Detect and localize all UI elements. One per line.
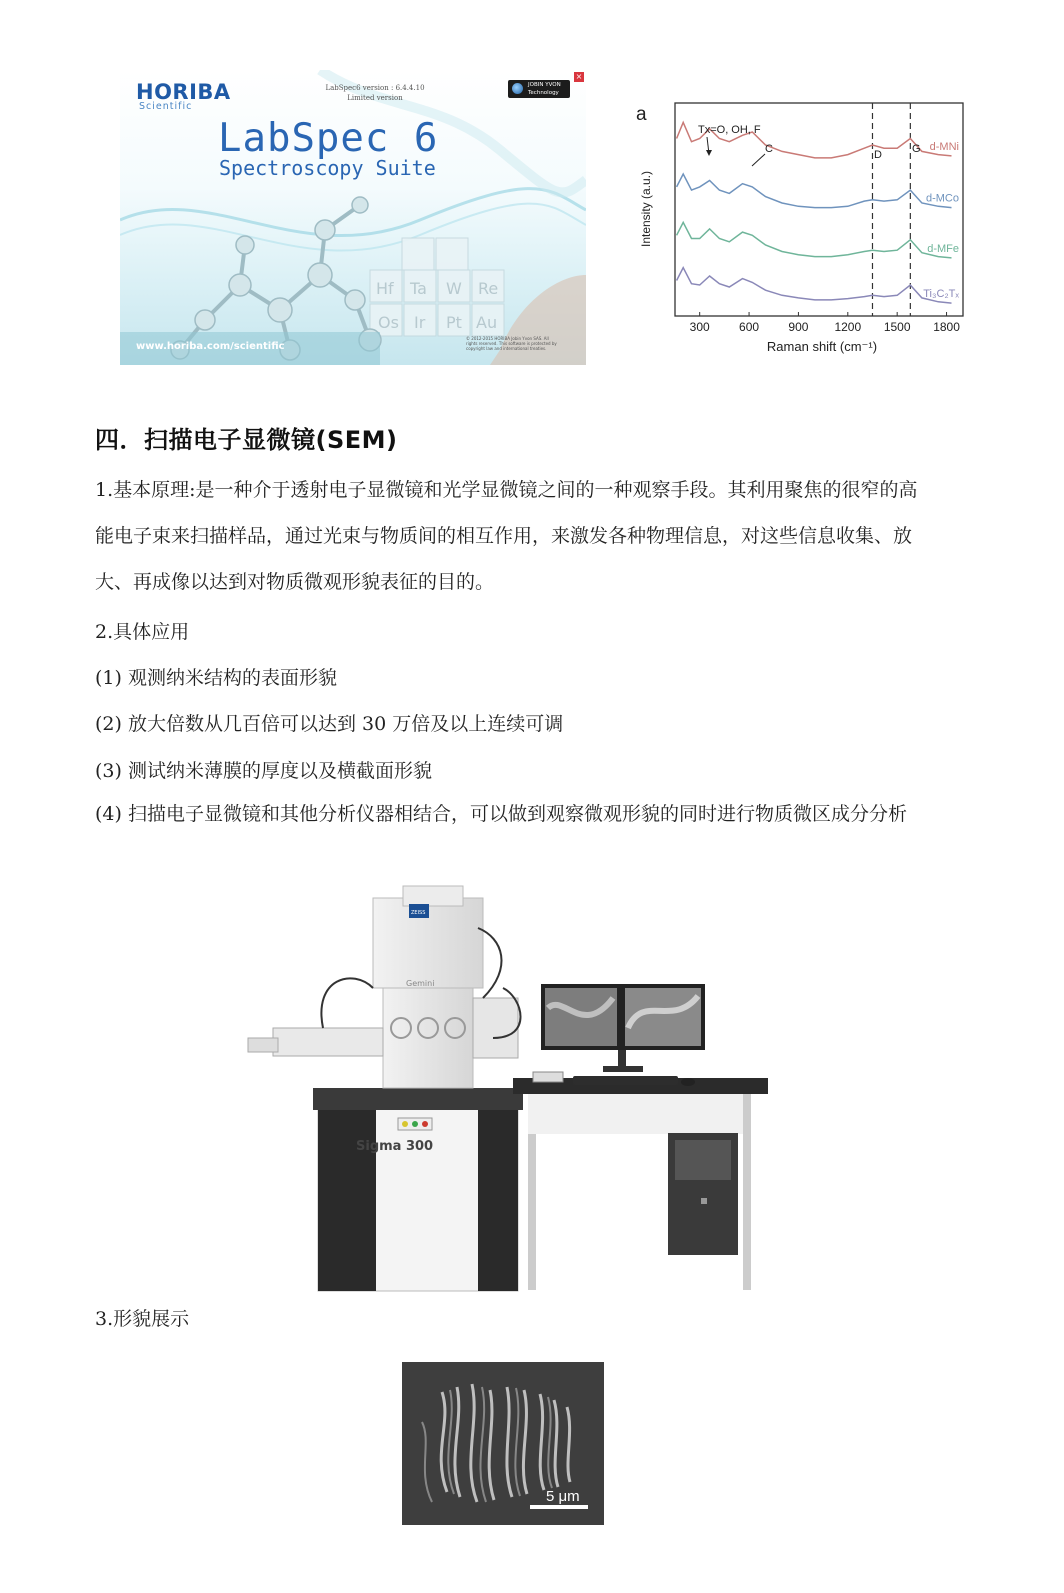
horiba-brand-label: HORIBA: [136, 80, 231, 104]
annotation-tx: Tx=O, OH, F: [698, 124, 761, 136]
partner-logo-text: JOBIN YVON Technology: [528, 82, 561, 96]
applications-title: 2.具体应用: [95, 621, 190, 643]
sem-instrument-photo: [243, 878, 773, 1298]
x-tick-label: 1800: [933, 320, 960, 334]
model-label: Sigma 300: [356, 1139, 434, 1154]
annotation-g: G: [912, 143, 921, 155]
svg-text:Pt: Pt: [446, 313, 462, 332]
svg-text:Re: Re: [478, 279, 499, 298]
product-title: LabSpec 6: [218, 116, 439, 161]
svg-text:W: W: [446, 279, 462, 298]
annotation-tx-arrowhead: [706, 150, 712, 156]
section-heading: 四．扫描电子显微镜(SEM): [95, 426, 398, 454]
website-link[interactable]: www.horiba.com/scientific: [136, 341, 285, 352]
svg-text:Ta: Ta: [410, 279, 427, 298]
morphology-title: 3.形貌展示: [95, 1308, 190, 1330]
annotation-c: C: [765, 143, 773, 155]
close-icon[interactable]: ×: [575, 72, 583, 81]
x-axis-ticks: [690, 312, 961, 334]
svg-text:Au: Au: [476, 313, 498, 332]
series-label: d-MCo: [925, 192, 959, 205]
application-item-2: (2) 放大倍数从几百倍可以达到 30 万倍及以上连续可调: [95, 713, 564, 735]
scale-bar: [530, 1505, 588, 1509]
version-line: LabSpec6 version : 6.4.4.10: [325, 84, 425, 92]
application-item-3: (3) 测试纳米薄膜的厚度以及横截面形貌: [95, 760, 432, 782]
svg-text:Hf: Hf: [376, 279, 394, 298]
panel-label: a: [636, 104, 647, 125]
series-label: Ti₃C₂Tₓ: [923, 288, 959, 301]
raman-spectrum-chart: [632, 94, 972, 362]
y-axis-label: Intensity (a.u.): [639, 170, 653, 248]
series-labels: [923, 141, 959, 300]
x-tick-label: 1200: [834, 320, 862, 334]
annotation-c-arrow: [752, 154, 765, 166]
svg-text:Ir: Ir: [414, 313, 426, 332]
horiba-brand-subtitle: Scientific: [139, 101, 193, 112]
jobin-yvon-logo: [508, 80, 570, 98]
series-label: d-MNi: [929, 140, 959, 153]
logo-icon: [512, 83, 523, 94]
svg-text:Os: Os: [378, 313, 399, 332]
series-line: [677, 174, 952, 208]
x-tick-label: 300: [689, 320, 710, 334]
column-label: Gemini: [406, 979, 435, 988]
copyright-notice: © 2012-2015 HORIBA Jobin Yvon SAS. All rights reserved. This software is protected by copyright law and international treaties.: [466, 336, 557, 351]
scale-bar-label: 5 μm: [546, 1488, 580, 1505]
x-tick-label: 600: [739, 320, 760, 334]
annotation-d: D: [874, 149, 882, 161]
principle-paragraph: 1.基本原理:是一种介于透射电子显微镜和光学显微镜之间的一种观察手段。其利用聚焦的很窄的高能电子束来扫描样品，通过光束与物质间的相互作用，来激发各种物理信息，对这些信息收集、放大、再成像以达到对物质微观形貌表征的目的。: [95, 479, 918, 593]
zeiss-badge: ZEISS: [411, 910, 426, 916]
version-info: [320, 83, 430, 103]
license-line: Limited version: [347, 94, 403, 102]
sem-micrograph: [402, 1362, 604, 1525]
x-tick-label: 900: [788, 320, 809, 334]
application-item-1: (1) 观测纳米结构的表面形貌: [95, 667, 337, 689]
reference-lines: [872, 103, 910, 316]
series-label: d-MFe: [927, 242, 959, 255]
product-subtitle: Spectroscopy Suite: [219, 156, 436, 180]
splash-artwork: [120, 70, 586, 365]
labspec-splash-image: [120, 70, 586, 365]
x-axis-label: Raman shift (cm⁻¹): [766, 339, 878, 354]
application-item-4: (4) 扫描电子显微镜和其他分析仪器相结合，可以做到观察微观形貌的同时进行物质微区成分分析: [95, 803, 907, 825]
x-tick-label: 1500: [883, 320, 911, 334]
